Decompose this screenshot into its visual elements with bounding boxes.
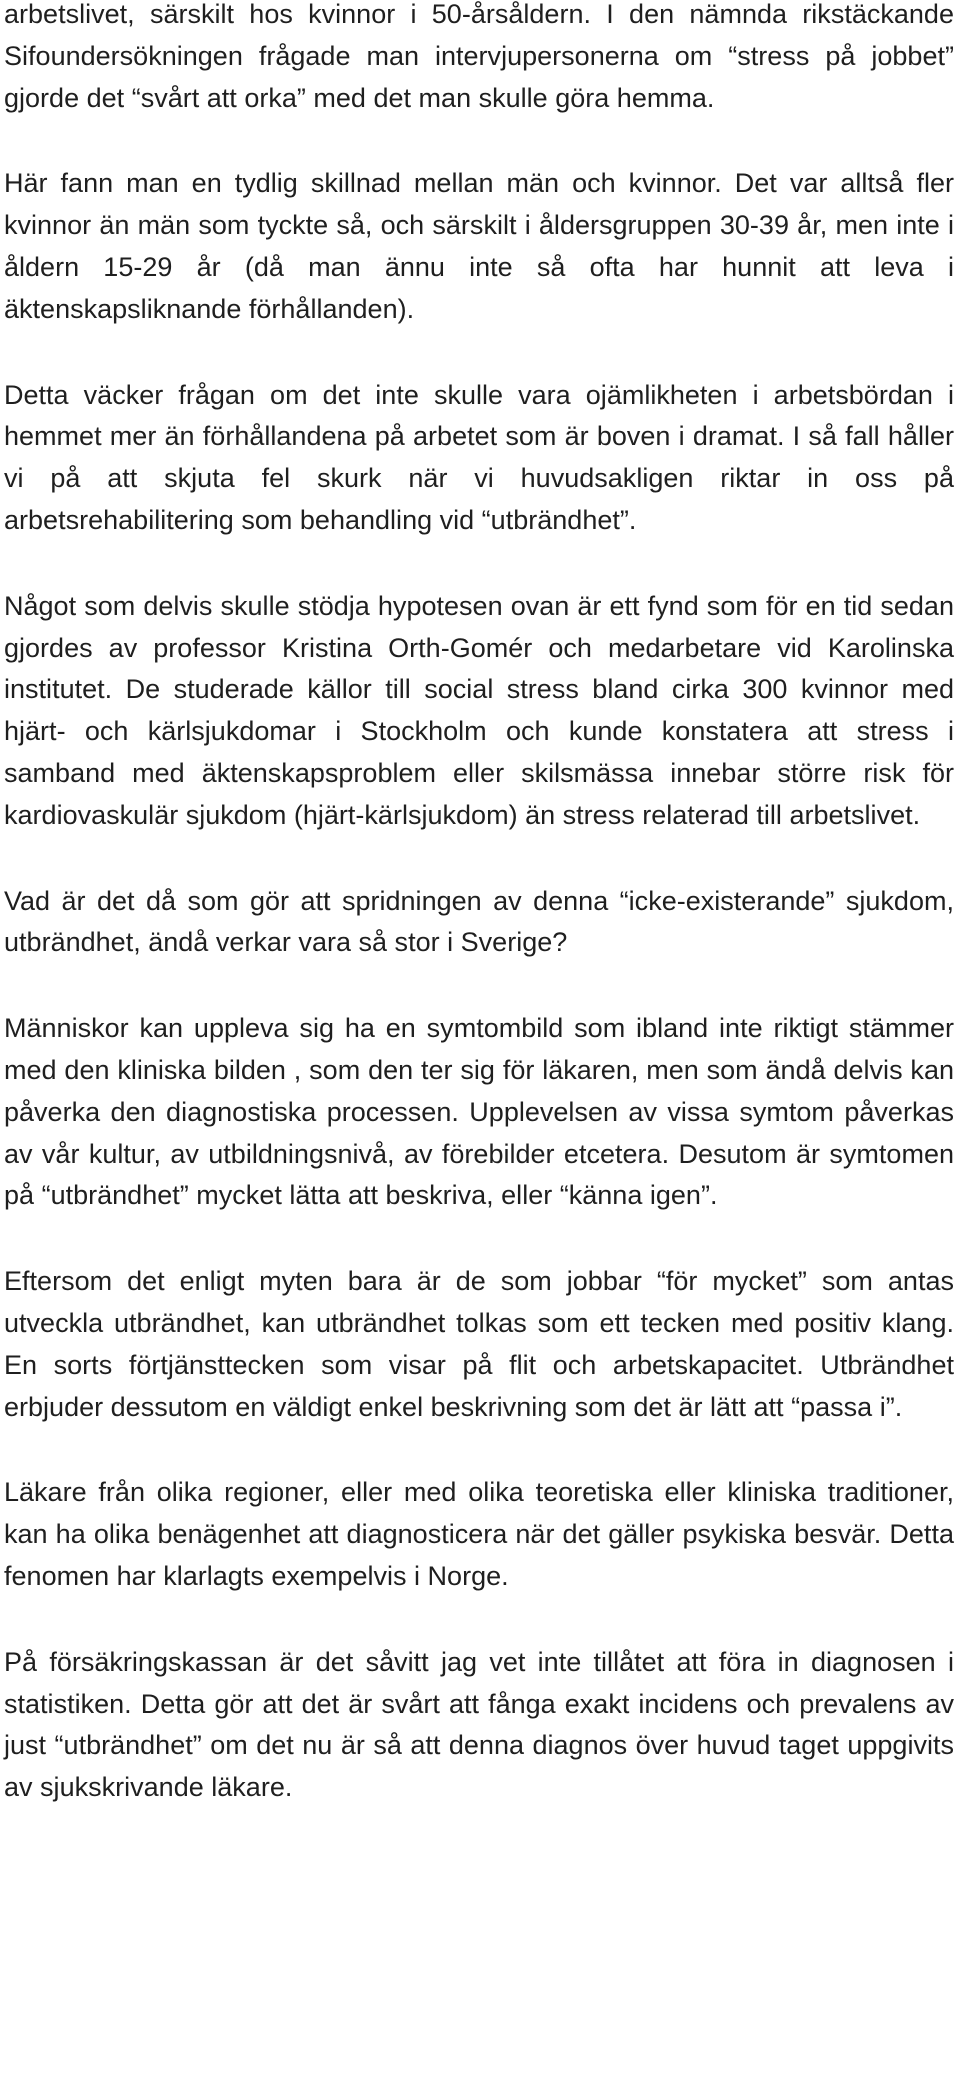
paragraph-8: Läkare från olika regioner, eller med olika teoretiska eller kliniska traditioner, kan ha olika benägenhet att diagnosticera när det gäller psykiska besvär. Detta fenomen har klarlagts exempelvis i Norge. [4, 1477, 954, 1591]
paragraph-6: Människor kan uppleva sig ha en symtombild som ibland inte riktigt stämmer med den kliniska bilden , som den ter sig för läkaren, men som ändå delvis kan påverka den diagnostiska processen. Upplevelsen av vissa symtom påverkas av vår kultur, av utbildningsnivå, av förebilder etcetera. Desutom är symtomen på “utbrändhet” mycket lätta att beskriva, eller “känna igen”. [4, 1013, 954, 1211]
paragraph-2: Här fann man en tydlig skillnad mellan män och kvinnor. Det var alltså fler kvinnor än män som tyckte så, och särskilt i åldersgruppen 30-39 år, men inte i åldern 15-29 år (då man ännu inte så ofta har hunnit att leva i äktenskapsliknande förhållanden). [4, 168, 954, 324]
paragraph-5: Vad är det då som gör att spridningen av denna “icke-existerande” sjukdom, utbrändhet, ändå verkar vara så stor i Sverige? [4, 885, 954, 958]
document-body [4, 0, 954, 1809]
paragraph-9: På försäkringskassan är det såvitt jag vet inte tillåtet att föra in diagnosen i statistiken. Detta gör att det är svårt att fånga exakt incidens och prevalens av just “utbrändhet” om det nu är så att denna diagnos över huvud taget uppgivits av sjukskrivande läkare. [4, 1646, 954, 1803]
paragraph-7: Eftersom det enligt myten bara är de som jobbar “för mycket” som antas utveckla utbrändhet, kan utbrändhet tolkas som ett tecken med positiv klang. En sorts förtjänsttecken som visar på flit och arbetskapacitet. Utbrändhet erbjuder dessutom en väldigt enkel beskrivning som det är lätt att “passa i”. [4, 1266, 954, 1422]
paragraph-3: Detta väcker frågan om det inte skulle vara ojämlikheten i arbetsbördan i hemmet mer än förhållandena på arbetet som är boven i dramat. I så fall håller vi på att skjuta fel skurk när vi huvudsakligen riktar in oss på arbetsrehabilitering som behandling vid “utbrändhet”. [4, 379, 954, 535]
paragraph-4: Något som delvis skulle stödja hypotesen ovan är ett fynd som för en tid sedan gjordes av professor Kristina Orth-Gomér och medarbetare vid Karolinska institutet. De studerade källor till social stress bland cirka 300 kvinnor med hjärt- och kärlsjukdomar i Stockholm och kunde konstatera att stress i samband med äktenskapsproblem eller skilsmässa innebar större risk för kardiovaskulär sjukdom (hjärt-kärlsjukdom) än stress relaterad till arbetslivet. [4, 590, 954, 830]
paragraph-1: arbetslivet, särskilt hos kvinnor i 50-årsåldern. I den nämnda rikstäckande Sifoundersökningen frågade man intervjupersonerna om “stress på jobbet” gjorde det “svårt att orka” med det man skulle göra hemma. [4, 0, 954, 113]
